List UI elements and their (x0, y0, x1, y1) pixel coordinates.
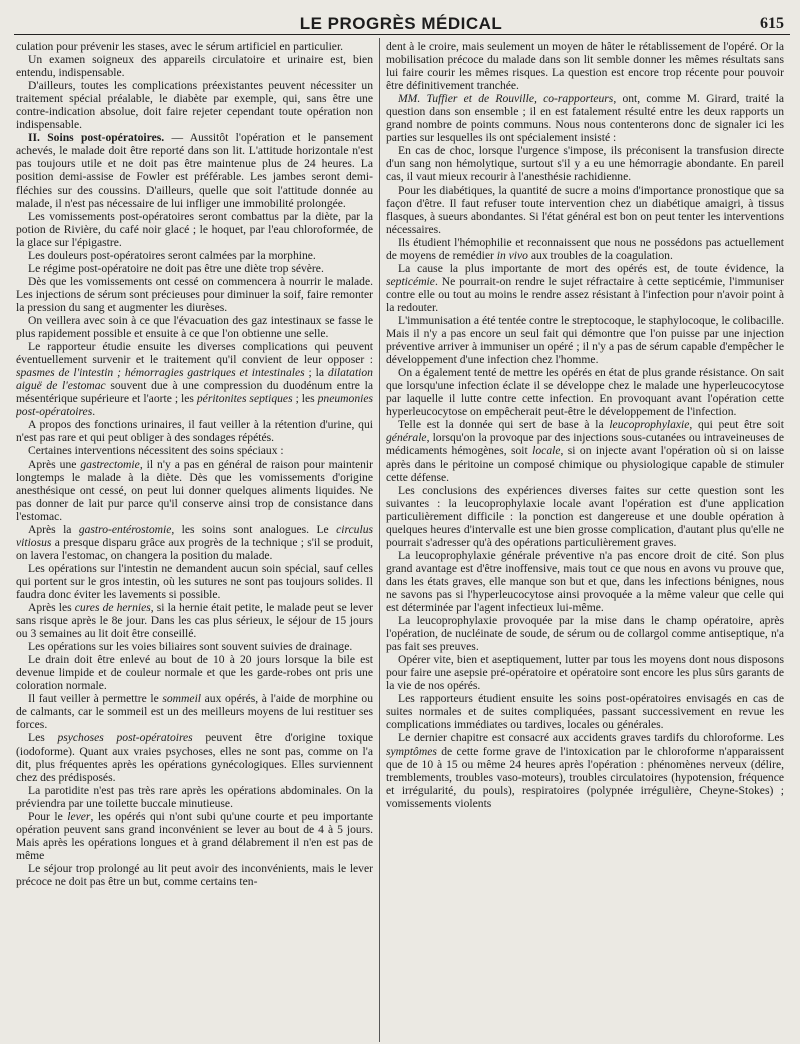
page-header (14, 6, 788, 36)
paragraph: L'immunisation a été tentée contre le streptocoque, le staphylocoque, le colibacille. Mais il n'y a pas encore un seul fait qui démontre que l'on puisse par une injection préventive arriver à immuniser un opéré ; il n'y a pas de sérum capable d'empêcher le développement d'une infection chez l'homme. (386, 313, 784, 367)
paragraph: Les opérations sur les voies biliaires sont souvent suivies de drainage. (28, 640, 353, 654)
text: , il n'y a pas en général de raison pour maintenir longtemps le malade à la diète. Dès que les vomissements d'origine anesthésique ont cessé, on peut lui donner quelques aliments liquides. Ne pas donner de lait pur parce qu'il conserve ainsi trop de consistance dans l'estomac. (16, 457, 373, 523)
text: ; les (292, 392, 318, 406)
italic-text: gastrectomie (80, 457, 140, 471)
italic-text: sommeil (162, 692, 202, 706)
paragraph: En cas de choc, lorsque l'urgence s'impose, ils préconisent la transfusion directe d'un sang non hémolytique, surtout s'il y a eu une hémorragie abondante. En pareil cas, il vaut mieux recourir à l'anesthésie rachidienne. (386, 144, 784, 184)
paragraph (386, 92, 784, 144)
paragraph (16, 810, 373, 862)
italic-text: psychoses post-opératoires (57, 731, 193, 745)
paragraph: On veillera avec soin à ce que l'évacuation des gaz intestinaux se fasse le plus rapidement possible et ensuite à ce que l'on obtienne une selle. (16, 313, 373, 341)
text: , si on injecte avant l'opération où si on laisse après dans le péritoine un composé chimique ou physiologique capable de stimuler cette défense. (386, 444, 784, 484)
italic-text: leucoprophylaxie (609, 418, 690, 432)
paragraph (16, 731, 373, 783)
text: Le dernier chapitre est consacré aux accidents graves tardifs du chloroforme. Les (398, 731, 784, 745)
left-column (16, 40, 373, 1042)
paragraph: Certaines interventions nécessitent des soins spéciaux : (28, 444, 284, 458)
journal-title: LE PROGRÈS MÉDICAL (299, 14, 503, 33)
paragraph: Le drain doit être enlevé au bout de 10 à 20 jours lorsque la bile est devenue limpide et de couleur normale et que les garde-robes ont pris une coloration normale. (16, 653, 373, 693)
text: La cause la plus importante de mort des opérés est, de toute évidence, la (398, 261, 784, 275)
text: peuvent être d'origine toxique (iodoforme). Quant aux vraies psychoses, elles ne sont pas, comme on l'a dit, plus fréquentes après les opérations gynécologiques. Elles surviennent chez des prédisposés. (16, 731, 373, 784)
paragraph: Les vomissements post-opératoires seront combattus par la diète, par la potion de Rivière, du café noir glacé ; le hoquet, par l'eau chloroformée, de la glace sur l'épigastre. (16, 209, 373, 249)
italic-text: locale (532, 444, 561, 458)
section-heading: II. Soins post-opératoires. (28, 131, 165, 145)
italic-text: MM. Tuffier et de Rouville, co-rapporteurs (398, 92, 614, 106)
paragraph (16, 523, 373, 562)
paragraph (386, 236, 784, 262)
text: a presque disparu grâce aux progrès de la technique ; s'il se produit, on lavera l'estomac, on changera la position du malade. (16, 535, 373, 562)
text: aux troubles de la coagulation. (527, 248, 673, 262)
paragraph-text: — Aussitôt l'opération et le pansement achevés, le malade doit être reporté dans son lit. L'attitude horizontale n'est pas toujours utile et ne doit pas être maintenue plus de 24 heures. La position demi-assise de Fowler est préférable. Les jambes seront demi-fléchies sur des coussins. D'ailleurs, quelle que soit l'attitude donnée au malade, il n'est pas nécessaire de lui infliger une immobilité prolongée. (16, 131, 373, 210)
paragraph (16, 131, 373, 209)
paragraph: Le régime post-opératoire ne doit pas être une diète trop sévère. (28, 261, 324, 275)
paragraph (16, 601, 373, 640)
paragraph: La leucoprophylaxie provoquée par la mise dans le champ opératoire, après l'opération, de nucléinate de soude, de sérum ou de collargol comme antiseptique, n'a pas fait ses preuves. (386, 614, 784, 654)
text: Il faut veiller à permettre le (28, 692, 163, 706)
paragraph (16, 692, 373, 731)
text: , lorsqu'on la provoque par des injections sous-cutanées ou intraveineuses de médicaments hémogènes, soit (386, 431, 784, 458)
page-number: 615 (760, 15, 784, 32)
text: Telle est la donnée qui sert de base à la (398, 418, 610, 432)
header-rule (14, 34, 790, 35)
paragraph: On a également tenté de mettre les opérés en état de plus grande résistance. On sait que lorsqu'une infection éclate il se développe chez le malade une hyperleucocytose par laquelle il lutte contre cette infection. En provoquant avant l'opération cette hyperleucocytose on empêcherait peut-être le développement de l'infection. (386, 366, 784, 419)
text: aux opérés, à l'aide de morphine ou de calmants, car le sommeil est un des meilleurs moyens de lui restituer ses forces. (16, 692, 373, 732)
paragraph: La leucoprophylaxie générale préventive n'a pas encore droit de cité. Son plus grand avantage est d'être inoffensive, mais tout ce que nous en avons vu prouve que, dans les états graves, elle manque son but et que, dans les infections bénignes, nous ne savons pas si l'hyperleucocytose ainsi provoquée a la même valeur que celle qui est déterminée par l'agent infectieux lui-même. (386, 548, 784, 615)
text: Le rapporteur étudie ensuite les diverses complications qui peuvent éventuellement survenir et le traitement qu'il convient de leur opposer : (16, 340, 373, 367)
text: . (92, 405, 96, 419)
paragraph: Les conclusions des expériences diverses faites sur cette question sont les suivantes : la leucoprophylaxie locale avant l'opération est d'une application particulièrement difficile : la ponction est dangereuse et une double opération à quelques heures d'intervalle est une bien grosse complication, d'autant plus qu'elle ne pourrait s'adresser qu'à des opérations particulièrement graves. (386, 483, 784, 549)
text: Après les (28, 601, 75, 615)
column-divider (379, 38, 380, 1042)
italic-text: cures de hernies (74, 601, 151, 615)
text: , les soins sont analogues. Le (171, 522, 337, 536)
text: , ont, comme M. Girard, traité la question dans son ensemble ; il en est fatalement résulté entre les deux rapports un grand nombre de points communs. Nous nous contenterons donc de signaler ici les parties sur lesquelles ils ont spécialement insisté : (386, 92, 784, 145)
italic-text: in vivo (496, 248, 528, 262)
paragraph: Un examen soigneux des appareils circulatoire et urinaire est, bien entendu, indispensable. (16, 53, 373, 80)
paragraph (386, 418, 784, 483)
italic-text: gastro-entérostomie (78, 522, 172, 536)
paragraph: Opérer vite, bien et aseptiquement, lutter par tous les moyens dont nous disposons pour faire une asepsie pré-opératoire et opératoire sont encore les plus sûrs garants de la vie de nos opérés. (386, 653, 784, 693)
text: ; la (304, 366, 328, 380)
text: , qui peut être soit (689, 418, 784, 432)
italic-text: dilatation aiguë de l'estomac (16, 366, 373, 393)
italic-text: lever (67, 809, 91, 823)
italic-text: péritonites septiques (196, 392, 293, 406)
paragraph: Les rapporteurs étudient ensuite les soins post-opératoires envisagés en cas de suites normales et de suites compliquées, passant successivement en revue les complications immédiates ou tardives, locales ou générales. (386, 692, 784, 732)
text: Après la (28, 522, 79, 536)
paragraph: dent à le croire, mais seulement un moyen de hâter le rétablissement de l'opéré. Or la mobilisation précoce du malade dans son lit semble donner les mêmes résultats sans lui faire courir les mêmes risques. La question est encore trop récente pour pouvoir être définitivement tranchée. (386, 40, 784, 93)
paragraph: culation pour prévenir les stases, avec le sérum artificiel en particulier. (16, 40, 344, 53)
text: Après une (28, 457, 81, 471)
paragraph: Le séjour trop prolongé au lit peut avoir des inconvénients, mais le lever précoce ne doit pas être un but, comme certains ten- (16, 861, 373, 888)
italic-text: symptômes (386, 744, 437, 758)
paragraph: Pour les diabétiques, la quantité de sucre a moins d'importance pronostique que sa façon d'être. Il faut refuser toute intervention chez un diabétique amaigri, à tissus flasques, à sueurs abondantes. Si l'état général est bon on peut tenter les interventions nécessaires. (386, 183, 784, 236)
italic-text: pneumonies post-opératoires (16, 392, 373, 419)
italic-text: spasmes de l'intestin ; hémorragies gastriques et intestinales (16, 366, 305, 380)
paragraph (16, 458, 373, 523)
italic-text: septicémie (386, 274, 435, 288)
italic-text: générale (386, 431, 427, 445)
paragraph: Les douleurs post-opératoires seront calmées par la morphine. (28, 248, 316, 262)
text: . Ne pourrait-on rendre le sujet réfractaire à cette septicémie, l'immuniser contre elle ou tout au moins le rendre assez résistant à l'infection pour n'avoir point à la redouter. (386, 274, 784, 314)
paragraph: A propos des fonctions urinaires, il faut veiller à la rétention d'urine, qui n'est pas rare et qui peut obliger à des sondages répétés. (16, 418, 373, 445)
right-column (386, 40, 784, 1042)
text: Pour le (28, 809, 68, 823)
italic-text: circulus vitiosus (16, 522, 373, 549)
text: , les opérés qui n'ont subi qu'une courte et peu importante opération peuvent sans grand inconvénient se lever au bout de 4 à 5 jours. Mais après les opérations longues et à grand délabrement il n'en est pas de même (16, 809, 373, 862)
paragraph: D'ailleurs, toutes les complications préexistantes peuvent nécessiter un traitement spécial préalable, le diabète par exemple, qui, sans être une contre-indication absolue, doit faire rejeter cependant toute opération non indispensable. (16, 79, 373, 132)
text: Ils étudient l'hémophilie et reconnaissent que nous ne possédons pas actuellement de moyens de remédier (386, 235, 784, 262)
text: Les (28, 731, 58, 745)
text: , si la hernie était petite, le malade peut se lever sans risque après le 8e jour. Dans les cas plus sérieux, le séjour de 15 jours ou 3 semaines au lit doit être conseillé. (16, 601, 373, 641)
paragraph (16, 340, 373, 418)
paragraph (386, 731, 784, 809)
paragraph: Les opérations sur l'intestin ne demandent aucun soin spécial, sauf celles qui portent sur le gros intestin, où les sutures ne sont pas toujours solides. Il faudra donc éviter les lavements si possible. (16, 561, 373, 601)
text: souvent due à une compression du duodénum entre la mésentérique supérieure et l'aorte ; les (16, 379, 373, 406)
text: de cette forme grave de l'intoxication par le chloroforme n'apparaissent que de 10 à 15 ou même 24 heures après l'opération : phénomènes nerveux (délire, tremblements, troubles vaso-moteurs), troubles circulatoires (hypotension, fréquence et irrégularité, du pouls), respiratoires (polypnée irrégulière, Cheyne-Stokes) ; vomissements violents (386, 744, 784, 810)
paragraph (386, 262, 784, 314)
paragraph: La parotidite n'est pas très rare après les opérations abdominales. On la préviendra par une toilette buccale minutieuse. (16, 783, 373, 810)
paragraph: Dès que les vomissements ont cessé on commencera à nourrir le malade. Les injections de sérum sont précieuses pour diminuer la soif, faire remonter la pression du sang et augmenter les diurèses. (16, 274, 373, 314)
